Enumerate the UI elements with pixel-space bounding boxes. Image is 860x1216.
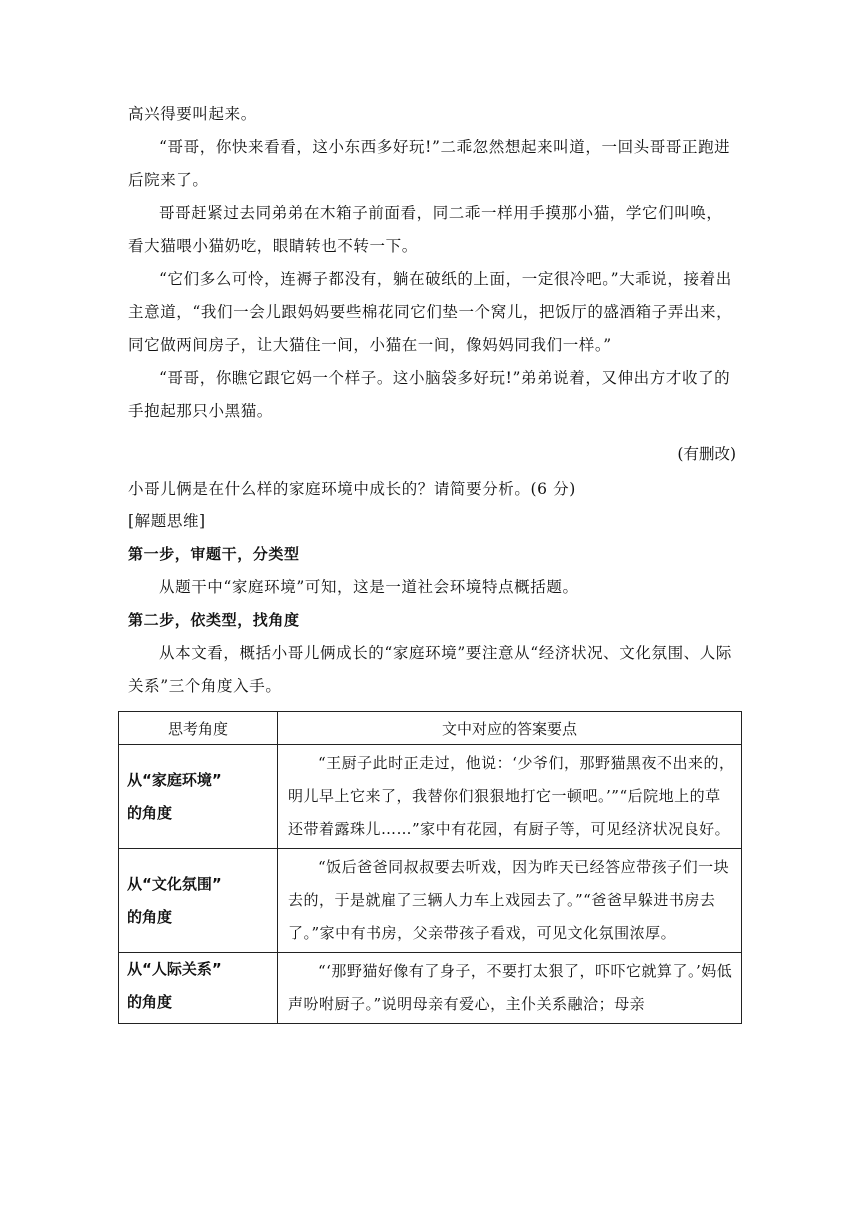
step1-text: 从题干中“家庭环境”可知，这是一道社会环境特点概括题。 [159,578,579,596]
table-header-points: 文中对应的答案要点 [278,712,742,745]
angle-label-line1: 从“文化氛围” [127,874,222,893]
step2-title: 第二步，依类型，找角度 [128,611,300,629]
step2-text: 从本文看，概括小哥儿俩成长的“家庭环境”要注意从“经济状况、文化氛围、人际关系”三个角度入手。 [128,644,732,695]
table-cell-angle [119,953,278,1024]
passage-paragraph-4: “哥哥，你瞧它跟它妈一个样子。这小脑袋多好玩!”弟弟说着，又伸出方才收了的手抱起那只小黑猫。 [128,369,731,420]
step1-title: 第一步，审题干，分类型 [128,545,300,563]
table-cell-angle [119,849,278,953]
angle-label-line1: 从“人际关系” [127,960,222,978]
table-header-row [119,712,742,745]
angle-label-line2: 的角度 [127,803,173,822]
angle-label-line2: 的角度 [127,993,173,1011]
passage-paragraph-3: “它们多么可怜，连褥子都没有，躺在破纸的上面，一定很冷吧。”大乖说，接着出主意道，“我们一会儿跟妈妈要些棉花同它们垫一个窝儿，把饭厅的盛酒箱子弄出来，同它做两间房子，让大猫住一间，小猫在一间，像妈妈同我们一样。” [128,270,733,354]
table-row [119,745,742,849]
analysis-header: [解题思维] [128,512,206,530]
passage-paragraph-2: 哥哥赶紧过去同弟弟在木箱子前面看，同二乖一样用手摸那小猫，学它们叫唤，看大猫喂小猫奶吃，眼睛转也不转一下。 [128,204,723,255]
source-note: (有删改) [677,445,736,463]
table-header-angle: 思考角度 [119,712,278,745]
table-row [119,849,742,953]
question-text: 小哥儿俩是在什么样的家庭环境中成长的？请简要分析。(6 分) [128,480,576,498]
table-cell-points: “王厨子此时正走过，他说：‘少爷们，那野猫黑夜不出来的，明儿早上它来了，我替你们狠狠地打它一顿吧。’”“后院地上的草还带着露珠儿……”家中有花园，有厨子等，可见经济状况良好。 [278,745,742,849]
table-cell-angle [119,745,278,849]
table-cell-points: “饭后爸爸同叔叔要去听戏，因为昨天已经答应带孩子们一块去的，于是就雇了三辆人力车上戏园去了。”“爸爸早躲进书房去了。”家中有书房，父亲带孩子看戏，可见文化氛围浓厚。 [278,849,742,953]
passage-paragraph-1: “哥哥，你快来看看，这小东西多好玩!”二乖忽然想起来叫道，一回头哥哥正跑进后院来了。 [128,138,731,189]
table-cell-points: “‘那野猫好像有了身子，不要打太狠了，吓吓它就算了。’妈低声吩咐厨子。”说明母亲有爱心，主仆关系融洽；母亲 [278,953,742,1024]
answer-table [118,711,742,1024]
angle-label-line2: 的角度 [127,907,173,926]
table-row [119,953,742,1024]
angle-label-line1: 从“家庭环境” [127,770,222,789]
passage-line-intro: 高兴得要叫起来。 [128,105,257,123]
